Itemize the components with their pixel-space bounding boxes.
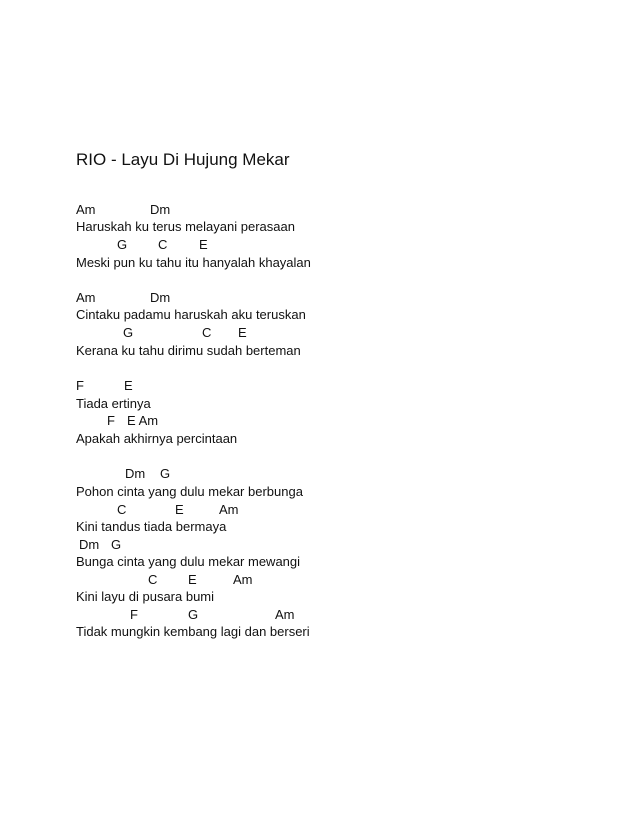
chord: Am <box>219 502 239 517</box>
chord: E <box>175 502 184 517</box>
chord: E Am <box>127 413 159 428</box>
chord: Am <box>76 290 96 305</box>
lyric-line: Tiada ertinya <box>76 396 151 411</box>
chord: C <box>117 502 127 517</box>
chord: E <box>199 237 208 252</box>
chord: C <box>148 572 158 587</box>
lyric-line: Cintaku padamu haruskah aku teruskan <box>76 307 306 322</box>
chord: Dm <box>150 202 171 217</box>
lyric-line: Kerana ku tahu dirimu sudah berteman <box>76 343 301 358</box>
chord: C <box>158 237 168 252</box>
lyric-line: Kini layu di pusara bumi <box>76 589 215 604</box>
chord: E <box>188 572 197 587</box>
lyric-line: Bunga cinta yang dulu mekar mewangi <box>76 554 301 569</box>
lyric-line: Haruskah ku terus melayani perasaan <box>76 219 295 234</box>
lyric-line: Tidak mungkin kembang lagi dan berseri <box>76 624 310 639</box>
chord: Am <box>233 572 253 587</box>
chord: G <box>160 466 171 481</box>
chord: Dm <box>79 537 100 552</box>
chord: G <box>111 537 122 552</box>
chord: Dm <box>150 290 171 305</box>
song-title: RIO - Layu Di Hujung Mekar <box>76 150 290 169</box>
chord: G <box>117 237 128 252</box>
chord: Am <box>275 607 295 622</box>
chord: F <box>76 378 84 393</box>
lyric-line: Kini tandus tiada bermaya <box>76 519 227 534</box>
chord: F <box>130 607 138 622</box>
lyric-line: Apakah akhirnya percintaan <box>76 431 238 446</box>
chord: Dm <box>125 466 146 481</box>
chord: G <box>123 325 134 340</box>
chord: Am <box>76 202 96 217</box>
chord: E <box>238 325 247 340</box>
chord: G <box>188 607 199 622</box>
lyric-line: Meski pun ku tahu itu hanyalah khayalan <box>76 255 311 270</box>
chord: C <box>202 325 212 340</box>
chord: F <box>107 413 115 428</box>
chord: E <box>124 378 133 393</box>
lyric-line: Pohon cinta yang dulu mekar berbunga <box>76 484 303 499</box>
